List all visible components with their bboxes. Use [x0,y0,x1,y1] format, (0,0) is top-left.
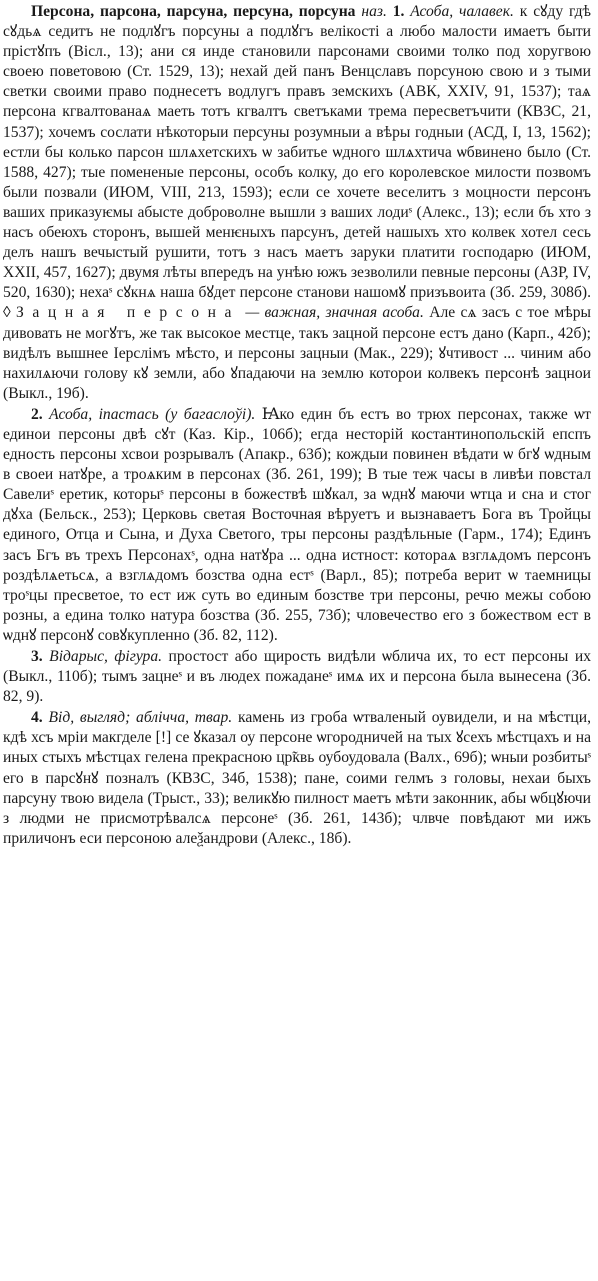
sense-number: 2. [31,405,43,423]
sense-citations: к сꙋду гдѣ сꙋдьѧ седитъ не подлꙋгъ порсуны а подлꙋгъ велікості а любо малости имаетъ быти прістꙋпъ (Вісл., 13); ани ся инде становили парсонами своими толко под хоругвою своею поветовою (Ст. 1529, 13); нехай дей панъ Венцславъ порсуною свою и з тыми светки своими право поднесетъ водлугъ правъ земскихъ (АВК, XXIV, 91, 1537); таѧ персона кгвалтованаѧ маеть тотъ кгвалтъ светъками трема пересветъчити (КВЗС, 21, 1537); хочемъ сослати нѣкоторыи персуны розумныи а вѣры годныи (АСД, I, 13, 1562); естли бы колько парсон шлѧхетскихъ ѡ забитье ѡдного шлѧхтича ѡбвинено было (Ст. 1588, 427); тые помененые персоны, особъ колку, до его королевское милости позвомъ были позвали (ИЮМ, VIII, 213, 1593); если се хочете веселитъ з моцности персонъ ваших приказуѥмы абысте доброволне вышли з ваших лодиˢ (Алекс., 13); если бъ хто з насъ обеюхъ сторонъ, вышей менѥныхъ парсунъ, детей нашыхъ хто колвек хотел сесь делъ нашъ вечыстый рушити, тотъ з насъ маетъ заруки платити господарю (ИЮМ, XXII, 457, 1627); двумя лѣты впередъ на унѣю южъ зезволили певные персоны (АЗР, IV, 520, 1630); нехаˢ сꙋкнѧ наша бꙋдет персоне станови нашомꙋ призъвоита (Зб. 259, 308б). [3,3,592,302]
sense-number: 3. [31,648,43,665]
subsense-citations: Але сѧ засъ с тое мѣры дивовать не могꙋтъ, же так высокое местце, такъ зацной персоне естъ дано (Карп., 42б); видѣлъ вышнее Іерслімъ мѣсто, и персоны зацныи (Мак., 229); ꙋчтивост ... чиним або нахилѧючи голову кꙋ земли, або ꙋпадаючи на землю которои колвекъ персонѣ зацнои (Выкл., 19б). [3,304,591,402]
headword: Персона, парсона, парсуна, персуна, порсуна [31,3,356,20]
sense-gloss: Асоба, іпастась (у багаслоўі). [49,405,256,423]
sense-4 [3,708,591,849]
subsense-gloss: — важная, значная асоба. [245,304,424,322]
dictionary-entry [3,2,591,849]
subsense-headword: Зацная персона [16,304,241,322]
sense-citations: Ꙗко един бъ естъ во трюх персонах, также ѡт единои персоны двѣ сꙋт (Каз. Кір., 106б); егда несторій костантинопольскій епспъ едность персоны хсвои розрывалъ (Апакр., 63б); кождыи повинен вѣдати ѡ бгꙋ ѡдным в своеи натꙋре, а троѧким в персонах (Зб. 261, 199); В тые теж часы в ливѣи повстал Савелиˢ еретик, которыˢ персоны в божествѣ шꙋкал, за ѡднꙋ маючи ѡтца и сна и стог дꙋха (Бельск., 253); Церковь светая Восточная вѣруетъ и вызнаваетъ Бога въ Тройцы единого, Отца и Сына, и Духа Светого, тры персоны раздѣльные (Гарм., 174); Единъ засъ Бгъ въ трехъ Персонахˢ, одна натꙋра ... одна истност: котораѧ взглѧдомъ персонъ роздѣлѧетьсѧ, а взглѧдомъ бозства одна естˢ (Варл., 85); потреба верит ѡ таемницы троˢцы пресветое, то ест иж суть во единым бозстве три персоны, речю межы собою розны, а едина толко натура бозства (Зб. 255, 73б); чловечество его з божеством ест в ѡднꙋ персонꙋ совꙋкупленно (Зб. 82, 112). [3,405,591,644]
part-of-speech: наз. [361,3,387,20]
sense-2 [3,405,591,646]
diamond-icon: ◊ [3,304,11,322]
sense-citations: камень из гроба ѡтваленый оувидели, и на мѣстци, кдѣ хсъ мріи макгделе [!] се ꙋказал оу персоне ѡгородничей на тых ꙋсехъ мѣстцахъ и на иных стыхъ мѣстцах гелена прекрасною цр̃квь оубоудовала (Валх., 69б); ѡныи розбитыˢ его в парсꙋнꙋ позналъ (КВЗС, 34б, 1538); пане, соими гелмъ з головы, нехаи быхъ парсуну твою видела (Трыст., 33); великꙋю пилност маетъ мѣти законник, абы ѡбцꙋючи з людми не присмотрѣвалсѧ персонеˢ (Зб. 261, 143б); члвче повѣдают ми ижъ приличонъ еси персоною алеѯандрови (Алекс., 18б). [3,709,592,847]
sense-3 [3,647,591,707]
sense-gloss: Асоба, чалавек. [410,3,514,20]
sense-gloss: Вiдарыс, фігура. [49,648,163,665]
sense-gloss: Від, выгляд; аблічча, твар. [48,709,233,727]
sense-number: 1. [392,3,405,20]
sense-number: 4. [31,709,43,727]
sense-1 [3,2,591,404]
sense-citations: простост або щирость видѣли ѡблича их, то ест персоны их (Выкл., 110б); тымъ зацнеˢ и въ людех пожаданеˢ имѧ их и персона была вынесена (Зб. 82, 9). [3,648,592,706]
